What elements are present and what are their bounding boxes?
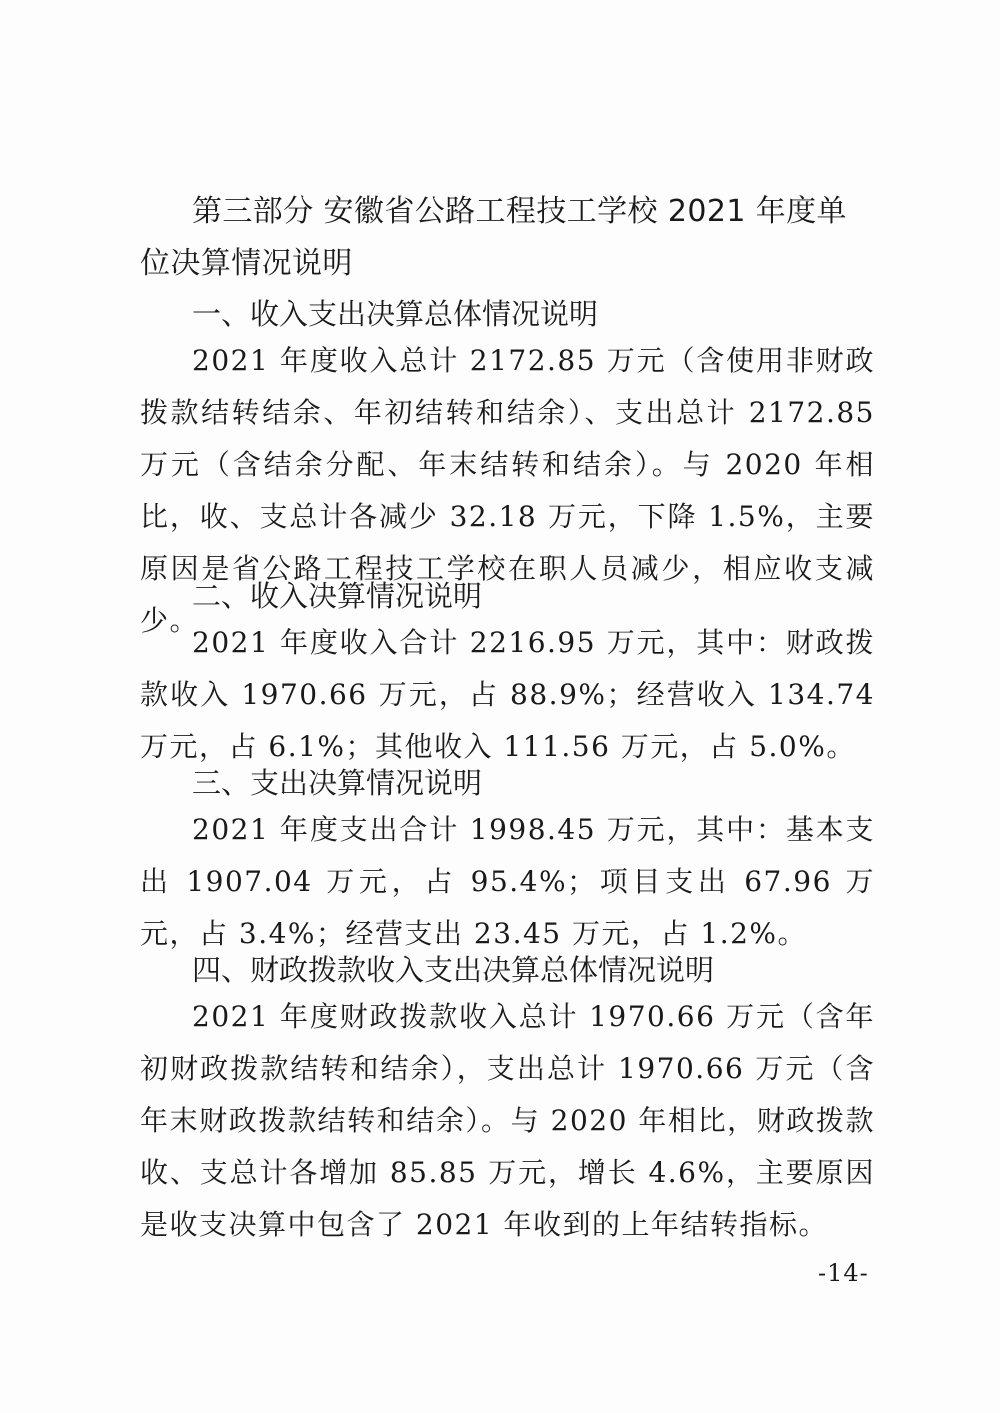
section-heading-3: 三、支出决算情况说明 — [192, 766, 483, 800]
section-heading-4: 四、财政拨款收入支出决算总体情况说明 — [192, 953, 715, 987]
section-heading-2: 二、收入决算情况说明 — [192, 579, 483, 613]
section-paragraph-4: 2021 年度财政拨款收入总计 1970.66 万元（含年初财政拨款结转和结余），支出总计 1970.66 万元（含年末财政拨款结转和结余）。与 2020 年相比，财政拨款收、支总计各增加 85.85 万元，增长 4.6%，主要原因是收支决算中包含了 2021 年收到的上年结转指标。 — [140, 1000, 875, 1241]
document-title: 第三部分 安徽省公路工程技工学校 2021 年度单位决算情况说明 — [140, 194, 847, 281]
section-heading-1: 一、收入支出决算总体情况说明 — [192, 297, 599, 331]
section-paragraph-2: 2021 年度收入合计 2216.95 万元，其中：财政拨款收入 1970.66 万元，占 88.9%；经营收入 134.74 万元，占 6.1%；其他收入 111.56 万元，占 5.0%。 — [140, 626, 875, 763]
page-number: -14- — [818, 1259, 869, 1287]
section-paragraph-3: 2021 年度支出合计 1998.45 万元，其中：基本支出 1907.04 万元，占 95.4%；项目支出 67.96 万元，占 3.4%；经营支出 23.45 万元，占 1.2%。 — [140, 813, 875, 950]
section-paragraph-1: 2021 年度收入总计 2172.85 万元（含使用非财政拨款结转结余、年初结转和结余）、支出总计 2172.85 万元（含结余分配、年末结转和结余）。与 2020 年相比，收、支总计各减少 32.18 万元，下降 1.5%，主要原因是省公路工程技工学校在职人员减少，相应收支减少。 — [140, 344, 875, 637]
